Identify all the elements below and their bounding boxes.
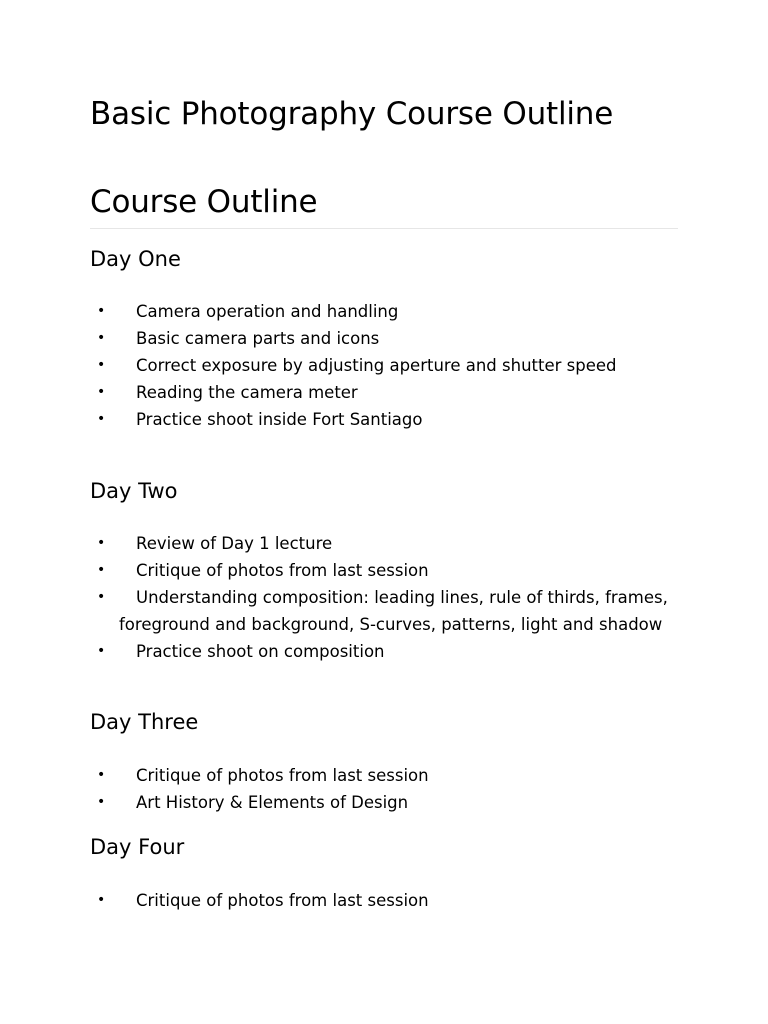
day-heading: Day Two: [90, 479, 178, 503]
day-four-section: [90, 833, 680, 910]
bullet-icon: •: [97, 767, 106, 783]
section-title: Course Outline: [90, 184, 318, 220]
day-three-list: [90, 762, 680, 816]
bullet-icon: •: [97, 589, 106, 605]
list-item-text: Practice shoot inside Fort Santiago: [136, 410, 423, 429]
day-one-list: [90, 298, 680, 433]
bullet-icon: •: [97, 562, 106, 578]
bullet-icon: •: [97, 794, 106, 810]
list-item-text: Practice shoot on composition: [136, 642, 385, 661]
list-item: [90, 530, 680, 557]
day-four-list: [90, 887, 680, 914]
bullet-icon: •: [97, 303, 106, 319]
section-divider: [90, 228, 678, 229]
day-two-section: [90, 477, 680, 661]
list-item: [90, 789, 680, 816]
list-item: [90, 406, 680, 433]
list-item-text: Understanding composition: leading lines, rule of thirds, frames, foreground and background, S-curves, patterns, light and shadow: [119, 588, 668, 634]
day-heading: Day One: [90, 247, 181, 271]
list-item-text: Camera operation and handling: [136, 302, 399, 321]
list-item-text: Art History & Elements of Design: [136, 793, 409, 812]
day-heading: Day Three: [90, 710, 199, 734]
day-one-section: [90, 245, 680, 429]
bullet-icon: •: [97, 357, 106, 373]
list-item: [90, 352, 680, 379]
day-heading: Day Four: [90, 835, 185, 859]
list-item: [90, 638, 680, 665]
list-item-text: Critique of photos from last session: [136, 561, 429, 580]
bullet-icon: •: [97, 384, 106, 400]
list-item: [90, 298, 680, 325]
document-title: Basic Photography Course Outline: [90, 96, 614, 132]
list-item-text: Critique of photos from last session: [136, 766, 429, 785]
list-item-text: Correct exposure by adjusting aperture and shutter speed: [136, 356, 617, 375]
bullet-icon: •: [97, 411, 106, 427]
list-item: [90, 557, 680, 584]
list-item: [90, 379, 680, 406]
day-two-list: [90, 530, 680, 665]
bullet-icon: •: [97, 330, 106, 346]
bullet-icon: •: [97, 643, 106, 659]
list-item-text: Basic camera parts and icons: [136, 329, 380, 348]
list-item-text: Reading the camera meter: [136, 383, 358, 402]
bullet-icon: •: [97, 535, 106, 551]
day-three-section: [90, 708, 680, 812]
list-item: [90, 762, 680, 789]
list-item-text: Critique of photos from last session: [136, 891, 429, 910]
list-item-text: Review of Day 1 lecture: [136, 534, 333, 553]
list-item: [90, 887, 680, 914]
bullet-icon: •: [97, 892, 106, 908]
list-item: [90, 584, 680, 638]
list-item: [90, 325, 680, 352]
